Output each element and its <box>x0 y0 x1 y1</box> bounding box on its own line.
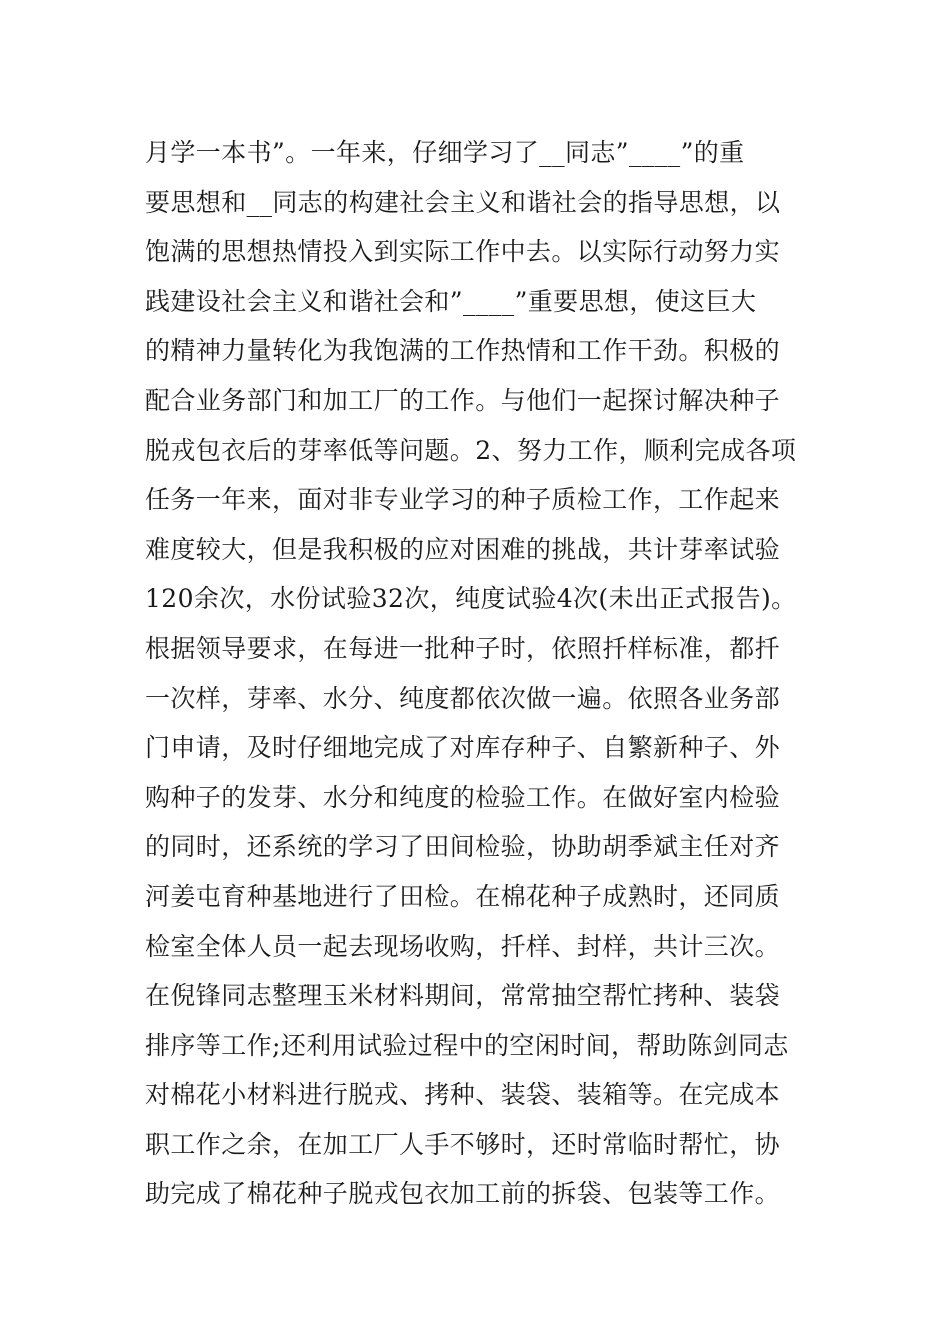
text-line: 难度较大，但是我积极的应对困难的挑战，共计芽率试验 <box>145 534 781 564</box>
text-line: 在倪锋同志整理玉米材料期间，常常抽空帮忙拷种、装袋 <box>145 981 781 1011</box>
text-line: 的精神力量转化为我饱满的工作热情和工作干劲。积极的 <box>145 336 781 366</box>
text-line: 根据领导要求，在每进一批种子时，依照扦样标准，都扦 <box>145 633 781 663</box>
text-line: 门申请，及时仔细地完成了对库存种子、自繁新种子、外 <box>145 733 781 763</box>
text-line: 饱满的思想热情投入到实际工作中去。以实际行动努力实 <box>145 237 781 267</box>
text-line: 任务一年来，面对非专业学习的种子质检工作，工作起来 <box>145 485 781 515</box>
text-line: 检室全体人员一起去现场收购，扦样、封样，共计三次。 <box>145 931 781 961</box>
text-line: 配合业务部门和加工厂的工作。与他们一起探讨解决种子 <box>145 385 781 415</box>
text-line: 助完成了棉花种子脱戎包衣加工前的拆袋、包装等工作。 <box>145 1179 781 1209</box>
body-text <box>145 128 845 1219</box>
text-line: 120余次，水份试验32次，纯度试验4次(未出正式报告)。 <box>145 584 797 614</box>
text-line: 月学一本书”。一年来，仔细学习了__同志”____”的重 <box>145 138 745 167</box>
text-line: 要思想和__同志的构建社会主义和谐社会的指导思想，以 <box>145 187 781 217</box>
text-line: 一次样，芽率、水分、纯度都依次做一遍。依照各业务部 <box>145 683 781 713</box>
text-line: 职工作之余，在加工厂人手不够时，还时常临时帮忙，协 <box>145 1129 781 1159</box>
text-line: 的同时，还系统的学习了田间检验，协助胡季斌主任对齐 <box>145 832 781 862</box>
text-line: 对棉花小材料进行脱戎、拷种、装袋、装箱等。在完成本 <box>145 1080 781 1110</box>
text-line: 脱戎包衣后的芽率低等问题。2、努力工作，顺利完成各项 <box>145 435 797 465</box>
text-line: 践建设社会主义和谐社会和”____”重要思想，使这巨大 <box>145 286 757 316</box>
text-line: 河姜屯育种基地进行了田检。在棉花种子成熟时，还同质 <box>145 881 781 911</box>
text-line: 排序等工作;还利用试验过程中的空闲时间，帮助陈剑同志 <box>145 1030 789 1060</box>
text-line: 购种子的发芽、水分和纯度的检验工作。在做好室内检验 <box>145 782 781 812</box>
